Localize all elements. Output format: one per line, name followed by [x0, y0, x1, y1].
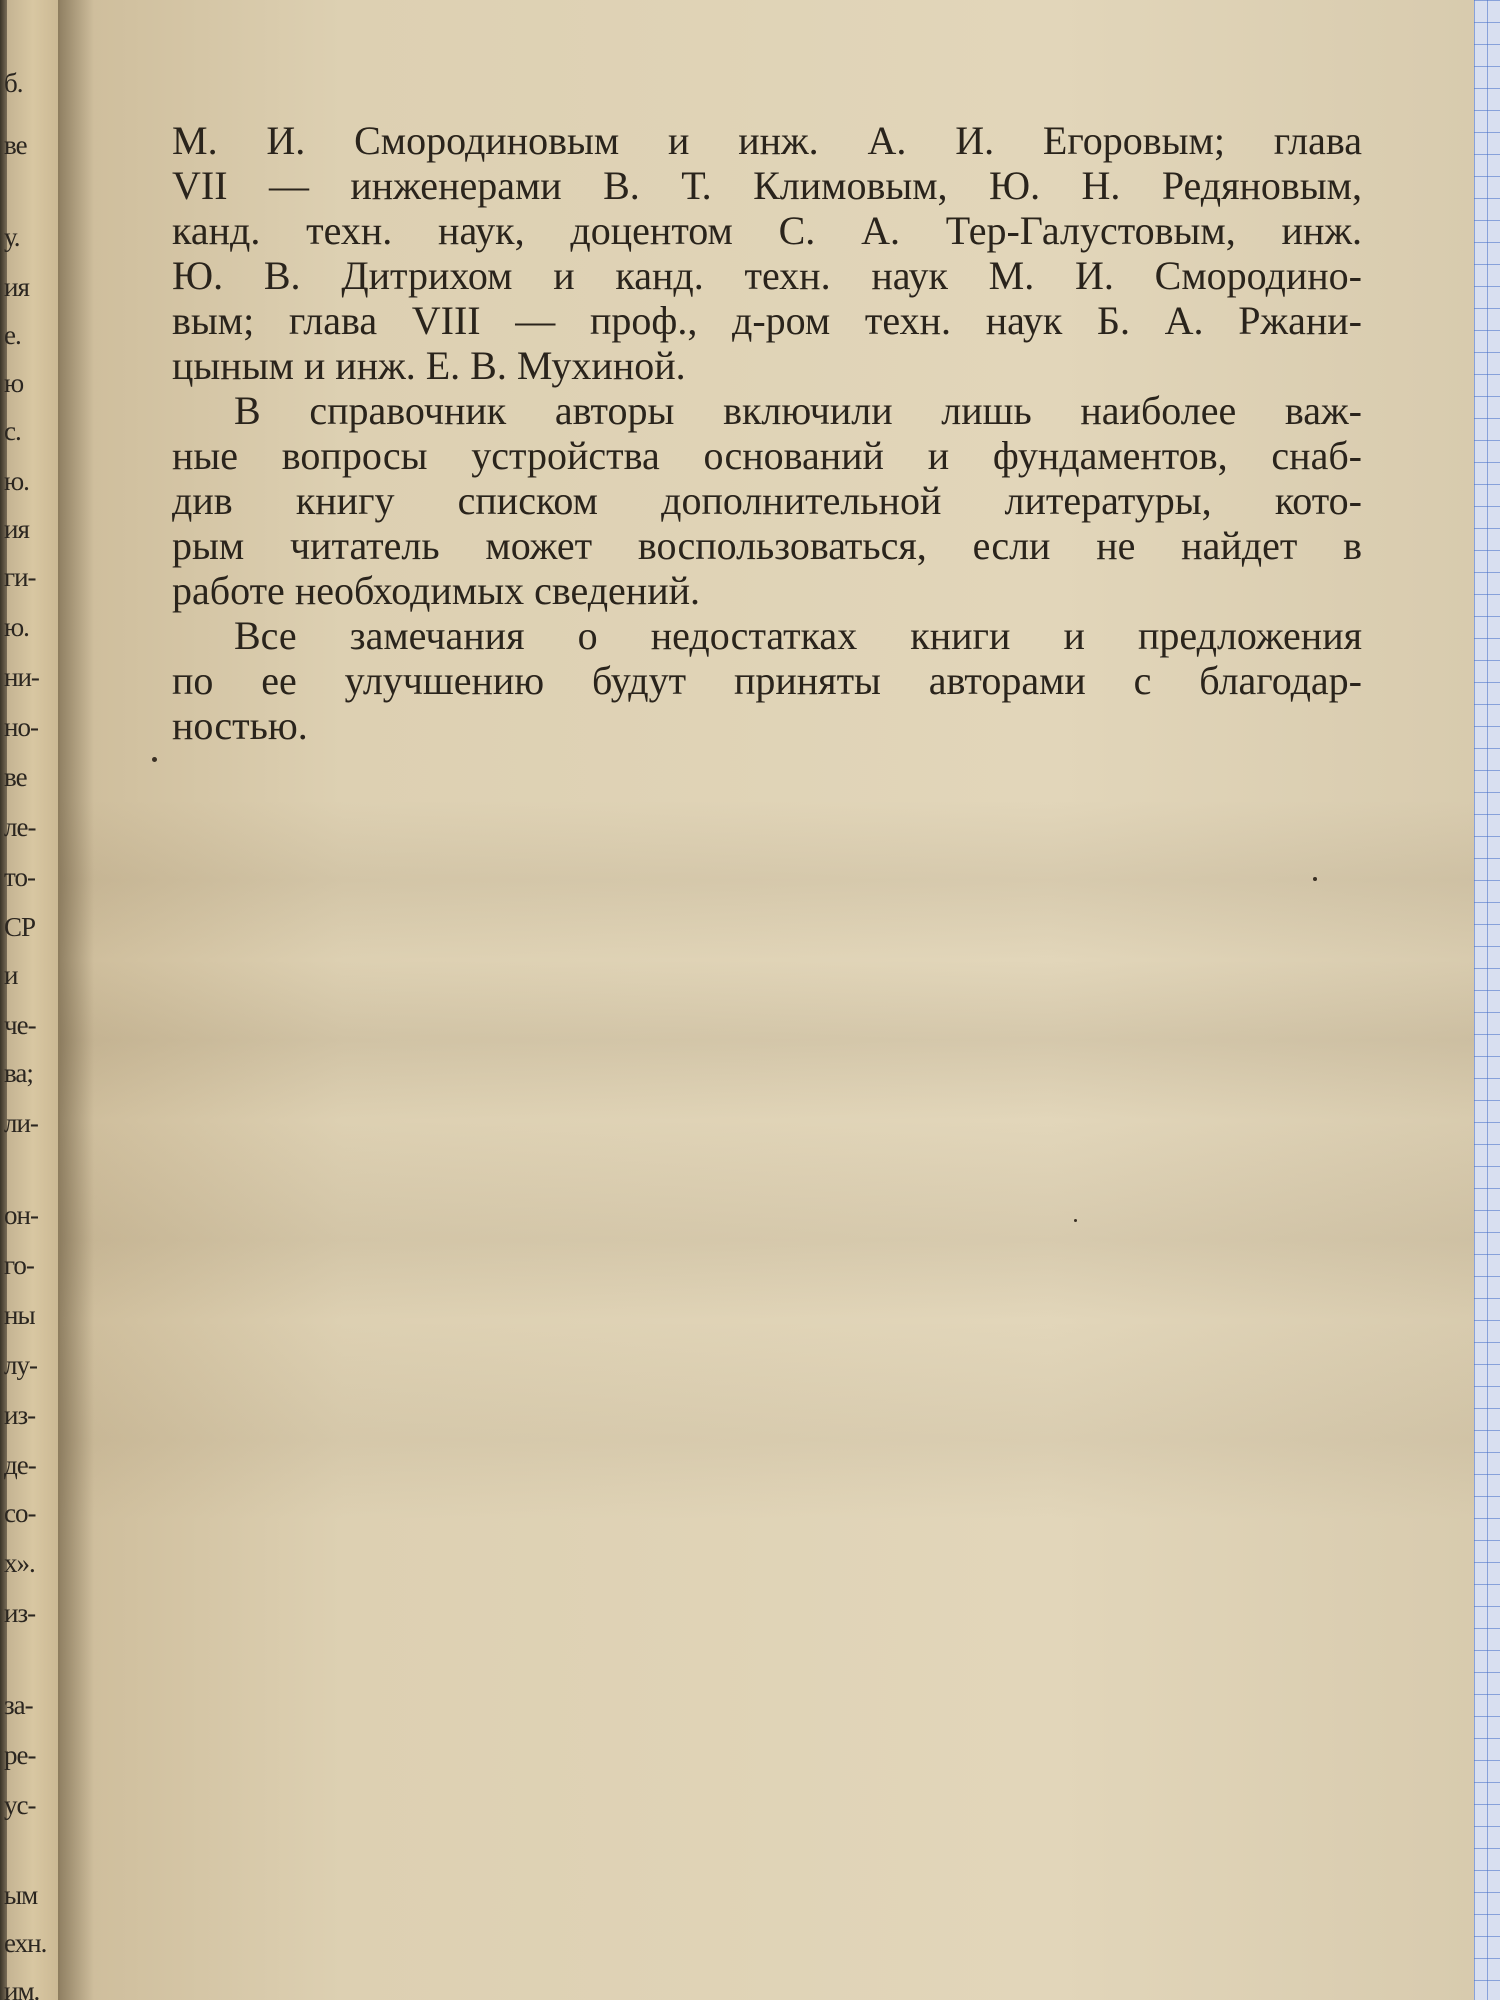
- previous-page-line: ю.: [4, 466, 29, 496]
- text-line: по ее улучшению будут приняты авторами с благодар-: [172, 658, 1362, 703]
- previous-page-line: е.: [4, 320, 21, 350]
- text-line: Ю. В. Дитрихом и канд. техн. наук М. И. Смородино-: [172, 253, 1362, 298]
- text-line: див книгу списком дополнительной литературы, кото-: [172, 478, 1362, 523]
- previous-page-line: и: [4, 960, 18, 990]
- previous-page-line: ус-: [4, 1790, 36, 1820]
- text-line: ные вопросы устройства оснований и фундаментов, снаб-: [172, 433, 1362, 478]
- previous-page-line: им.: [4, 1976, 40, 2000]
- text-line: канд. техн. наук, доцентом С. А. Тер-Галустовым, инж.: [172, 208, 1362, 253]
- previous-page-line: ги-: [4, 562, 36, 592]
- previous-page-line: го-: [4, 1250, 34, 1280]
- previous-page-line: со-: [4, 1498, 36, 1528]
- text-line: В справочник авторы включили лишь наиболее важ-: [234, 388, 1362, 433]
- text-line: ностью.: [172, 703, 308, 748]
- blue-grid-surface: [1474, 0, 1500, 2000]
- previous-page-line: де-: [4, 1450, 36, 1480]
- previous-page-line: ва;: [4, 1058, 33, 1088]
- ink-speck: [1313, 877, 1317, 881]
- previous-page-line: ни-: [4, 662, 39, 692]
- previous-page-line: х».: [4, 1548, 35, 1578]
- previous-page-line: б.: [4, 68, 23, 98]
- previous-page-line: ия: [4, 272, 29, 302]
- previous-page-line: ле-: [4, 812, 36, 842]
- text-line: цыным и инж. Е. В. Мухиной.: [172, 343, 686, 388]
- previous-page-line: из-: [4, 1400, 36, 1430]
- previous-page-line: у.: [4, 222, 20, 252]
- text-line: рым читатель может воспользоваться, если не найдет в: [172, 523, 1362, 568]
- previous-page-line: ю: [4, 368, 24, 398]
- previous-page-line: но-: [4, 712, 38, 742]
- previous-page-line: ве: [4, 762, 27, 792]
- previous-page-line: из-: [4, 1598, 36, 1628]
- previous-page-line: ым: [4, 1880, 38, 1910]
- previous-page-line: ве: [4, 130, 27, 160]
- book-page: [60, 0, 1474, 2000]
- text-line: Все замечания о недостатках книги и предложения: [234, 613, 1362, 658]
- text-line: вым; глава VIII — проф., д-ром техн. наук Б. А. Ржани-: [172, 298, 1362, 343]
- ink-speck: [1074, 1219, 1077, 1222]
- book-gutter-shadow: [58, 0, 94, 2000]
- previous-page-line: он-: [4, 1200, 38, 1230]
- previous-page-line: ю.: [4, 612, 29, 642]
- page-text: [172, 118, 1362, 748]
- previous-page-line: ны: [4, 1300, 35, 1330]
- text-line: работе необходимых сведений.: [172, 568, 701, 613]
- previous-page-line: лу-: [4, 1350, 37, 1380]
- previous-page-line: с.: [4, 416, 21, 446]
- previous-page-line: ехн.: [4, 1928, 47, 1958]
- previous-page-line: то-: [4, 862, 35, 892]
- previous-page-line: СР: [4, 912, 36, 942]
- ink-speck: [152, 757, 157, 762]
- previous-page-line: ре-: [4, 1740, 36, 1770]
- previous-page-edge: [0, 0, 60, 2000]
- previous-page-line: ли-: [4, 1108, 38, 1138]
- previous-page-line: че-: [4, 1010, 36, 1040]
- text-line: VII — инженерами В. Т. Климовым, Ю. Н. Редяновым,: [172, 163, 1362, 208]
- text-line: М. И. Смородиновым и инж. А. И. Егоровым; глава: [172, 118, 1362, 163]
- previous-page-line: ия: [4, 514, 29, 544]
- previous-page-line: за-: [4, 1690, 33, 1720]
